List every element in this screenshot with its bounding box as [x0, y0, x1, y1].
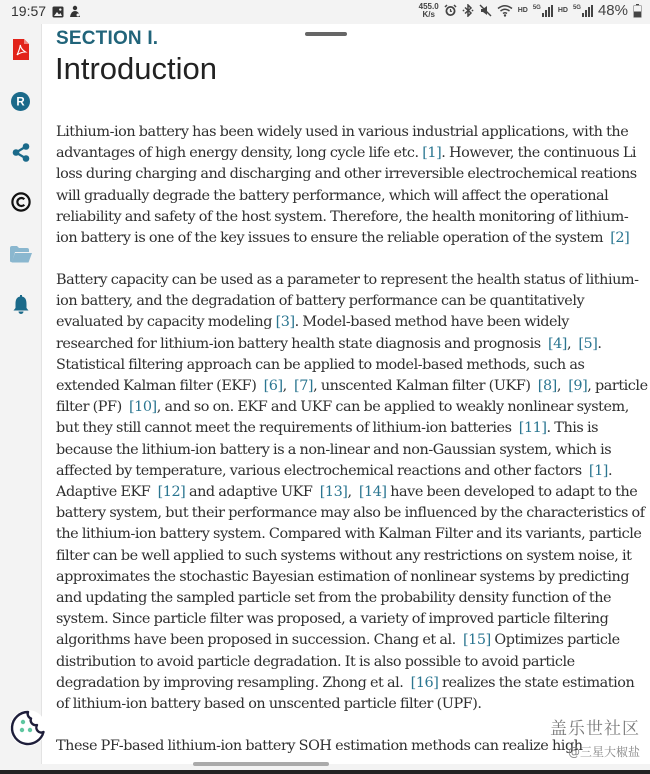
text-line: [56, 355, 646, 376]
reference-link[interactable]: [12]: [157, 484, 186, 501]
reference-link[interactable]: [13]: [319, 484, 348, 501]
text-segment: extended Kalman filter (EKF): [56, 378, 264, 395]
text-segment: will gradually degrade the battery performance, which will affect the operational: [56, 187, 609, 204]
pdf-icon: [13, 39, 29, 60]
watermark-line-2: @三星大椒盐: [567, 745, 640, 759]
text-segment: These PF-based lithium-ion battery SOH estimation methods can realize high: [56, 738, 583, 754]
reference-link[interactable]: [3]: [275, 314, 295, 331]
text-line: [56, 164, 646, 185]
text-line: [56, 122, 646, 143]
drag-handle[interactable]: [305, 32, 347, 36]
mute-icon: [479, 4, 492, 17]
text-line: [56, 228, 646, 249]
signal-icon: [533, 5, 553, 17]
text-segment: because the lithium-ion battery is a non-linear and non-Gaussian system, which is: [56, 441, 612, 458]
text-line: [56, 588, 646, 609]
text-segment: ,: [556, 378, 569, 395]
reference-link[interactable]: [11]: [518, 420, 547, 437]
text-segment: researched for lithium-ion battery health state diagnosis and prognosis: [56, 335, 548, 352]
reference-link[interactable]: [10]: [128, 399, 157, 416]
text-segment: evaluated by capacity modeling: [56, 314, 276, 331]
text-line: [56, 524, 646, 545]
text-segment: battery system, but their performance may also be influenced by the characteristics of: [56, 505, 645, 522]
network-speed-unit: K/s: [422, 9, 435, 19]
watermark: [550, 714, 640, 760]
text-segment: Adaptive EKF: [56, 484, 158, 501]
rights-permissions-button[interactable]: [0, 86, 41, 116]
battery-icon: [633, 4, 642, 18]
bluetooth-icon: [462, 4, 474, 17]
text-line: [56, 207, 646, 228]
cookie-preferences-button[interactable]: [9, 709, 47, 747]
alarm-icon: [444, 4, 457, 17]
folder-icon: [10, 246, 32, 263]
text-segment: , particle: [587, 378, 648, 395]
text-line: [56, 376, 646, 397]
signal-icon: [573, 5, 593, 17]
text-segment: Statistical filtering approach can be applied to model-based methods, such as: [56, 356, 585, 373]
text-segment: affected by temperature, various electrochemical reactions and other factors: [56, 462, 589, 479]
text-segment: and updating the sampled particle set from the probability density function of the: [56, 590, 612, 607]
reference-link[interactable]: [9]: [568, 378, 588, 395]
text-segment: ,: [566, 335, 579, 352]
copyright-button[interactable]: [0, 187, 41, 217]
text-segment: the lithium-ion battery system. Compared with Kalman Filter and its variants, particle: [56, 526, 642, 543]
text-line: [56, 503, 646, 524]
text-segment: filter (PF): [56, 399, 129, 416]
reference-link[interactable]: [4]: [547, 335, 567, 352]
rights-icon: [11, 92, 30, 111]
reference-link[interactable]: [7]: [294, 378, 314, 395]
text-segment: realizes the state estimation: [438, 674, 635, 691]
text-line: [56, 440, 646, 461]
text-segment: loss during charging and discharging and other irreversible electrochemical reations: [56, 166, 637, 183]
notification-app-icon: [69, 5, 81, 18]
battery-percent: 48%: [597, 2, 628, 19]
text-line: [56, 186, 646, 207]
sidebar: [0, 24, 42, 764]
article-content: [42, 24, 650, 764]
text-line: [56, 397, 646, 418]
text-segment: .: [607, 462, 613, 479]
text-segment: and adaptive UKF: [185, 484, 320, 501]
reference-link[interactable]: [6]: [263, 378, 283, 395]
text-segment: have been developed to adapt to the: [386, 484, 638, 501]
text-line: [56, 291, 646, 312]
reference-link[interactable]: [5]: [578, 335, 598, 352]
svg-text:R: R: [16, 96, 25, 109]
text-line: [56, 461, 646, 482]
text-line: [56, 312, 646, 333]
status-bar: [0, 0, 650, 24]
text-segment: reliability and safety of the host system. Therefore, the health monitoring of lithium-: [56, 208, 629, 225]
text-segment: Optimizes particle: [490, 632, 620, 649]
text-segment: . Model-based method have been widely: [294, 314, 569, 331]
text-segment: but they still cannot meet the requirements of lithium-ion batteries: [56, 420, 519, 437]
section-label: SECTION I.: [56, 28, 159, 49]
bottom-edge: [0, 770, 650, 774]
reference-link[interactable]: [15]: [463, 632, 491, 649]
text-segment: ion battery is one of the key issues to ensure the reliable operation of the system: [56, 230, 611, 247]
gallery-icon: [52, 6, 64, 18]
network-type-2: 5G: [572, 4, 581, 11]
text-line: [56, 143, 646, 164]
share-icon: [12, 143, 30, 162]
watermark-line-1: 盖乐世社区: [550, 719, 640, 739]
text-segment: , and so on. EKF and UKF can be applied to weakly nonlinear system,: [156, 399, 629, 416]
text-segment: advantages of high energy density, long cycle life etc.: [56, 145, 423, 162]
share-button[interactable]: [0, 137, 41, 167]
cookie-icon: [9, 709, 47, 747]
hd-badge-1: HD: [517, 7, 528, 14]
text-segment: .: [597, 335, 602, 352]
home-gesture-pill[interactable]: [193, 762, 329, 766]
text-segment: , unscented Kalman filter (UKF): [313, 378, 538, 395]
text-line: [56, 609, 646, 630]
reference-link[interactable]: [8]: [537, 378, 557, 395]
section-title: Introduction: [55, 51, 217, 86]
text-segment: Battery capacity can be used as a parameter to represent the health status of lithium-: [56, 272, 639, 288]
reference-link[interactable]: [14]: [358, 484, 387, 501]
reference-link[interactable]: [1]: [422, 145, 442, 162]
text-line: [56, 418, 646, 439]
text-segment: distribution to avoid particle degradation. It is also possible to avoid particle: [56, 653, 575, 670]
text-segment: Lithium-ion battery has been widely used in various industrial applications, with the: [56, 124, 629, 140]
reference-link[interactable]: [16]: [410, 674, 439, 691]
text-segment: algorithms have been proposed in succession. Chang et al.: [56, 632, 463, 649]
paragraph: [56, 270, 646, 715]
text-segment: ion battery, and the degradation of battery performance can be quantitatively: [56, 293, 585, 310]
network-type-1: 5G: [532, 4, 541, 11]
alerts-button[interactable]: [0, 290, 41, 320]
text-line: [56, 567, 646, 588]
pdf-button[interactable]: [0, 34, 41, 64]
wifi-icon: [497, 4, 513, 17]
status-time: 19:57: [11, 3, 47, 19]
network-speed-value: 455.0: [418, 1, 439, 11]
text-segment: degradation by improving resampling. Zhong et al.: [56, 674, 411, 691]
text-segment: . However, the continuous Li: [441, 145, 637, 162]
text-segment: of lithium-ion battery based on unscented particle filter (UPF).: [56, 696, 482, 713]
text-segment: approximates the stochastic Bayesian estimation of nonlinear systems by predicting: [56, 568, 630, 585]
text-line: [56, 630, 646, 651]
text-segment: . This is: [546, 420, 599, 437]
hd-badge-2: HD: [557, 7, 568, 14]
bell-icon: [12, 295, 30, 315]
text-segment: filter can be well applied to such systems without any restrictions on system noise, it: [56, 547, 632, 564]
text-segment: ,: [282, 378, 295, 395]
text-line: [56, 334, 646, 355]
text-line: [56, 673, 646, 694]
text-line: [56, 694, 646, 715]
text-line: [56, 652, 646, 673]
network-speed: [419, 3, 439, 19]
folder-button[interactable]: [0, 239, 41, 269]
reference-link[interactable]: [1]: [588, 462, 608, 479]
text-line: [56, 270, 646, 291]
text-segment: ,: [347, 484, 359, 501]
copyright-icon: [11, 192, 31, 212]
text-line: [56, 482, 646, 503]
text-line: [56, 546, 646, 567]
paragraph: [56, 122, 646, 249]
text-segment: system. Since particle filter was proposed, a variety of improved particle filtering: [56, 611, 609, 628]
reference-link[interactable]: [2]: [610, 230, 630, 247]
